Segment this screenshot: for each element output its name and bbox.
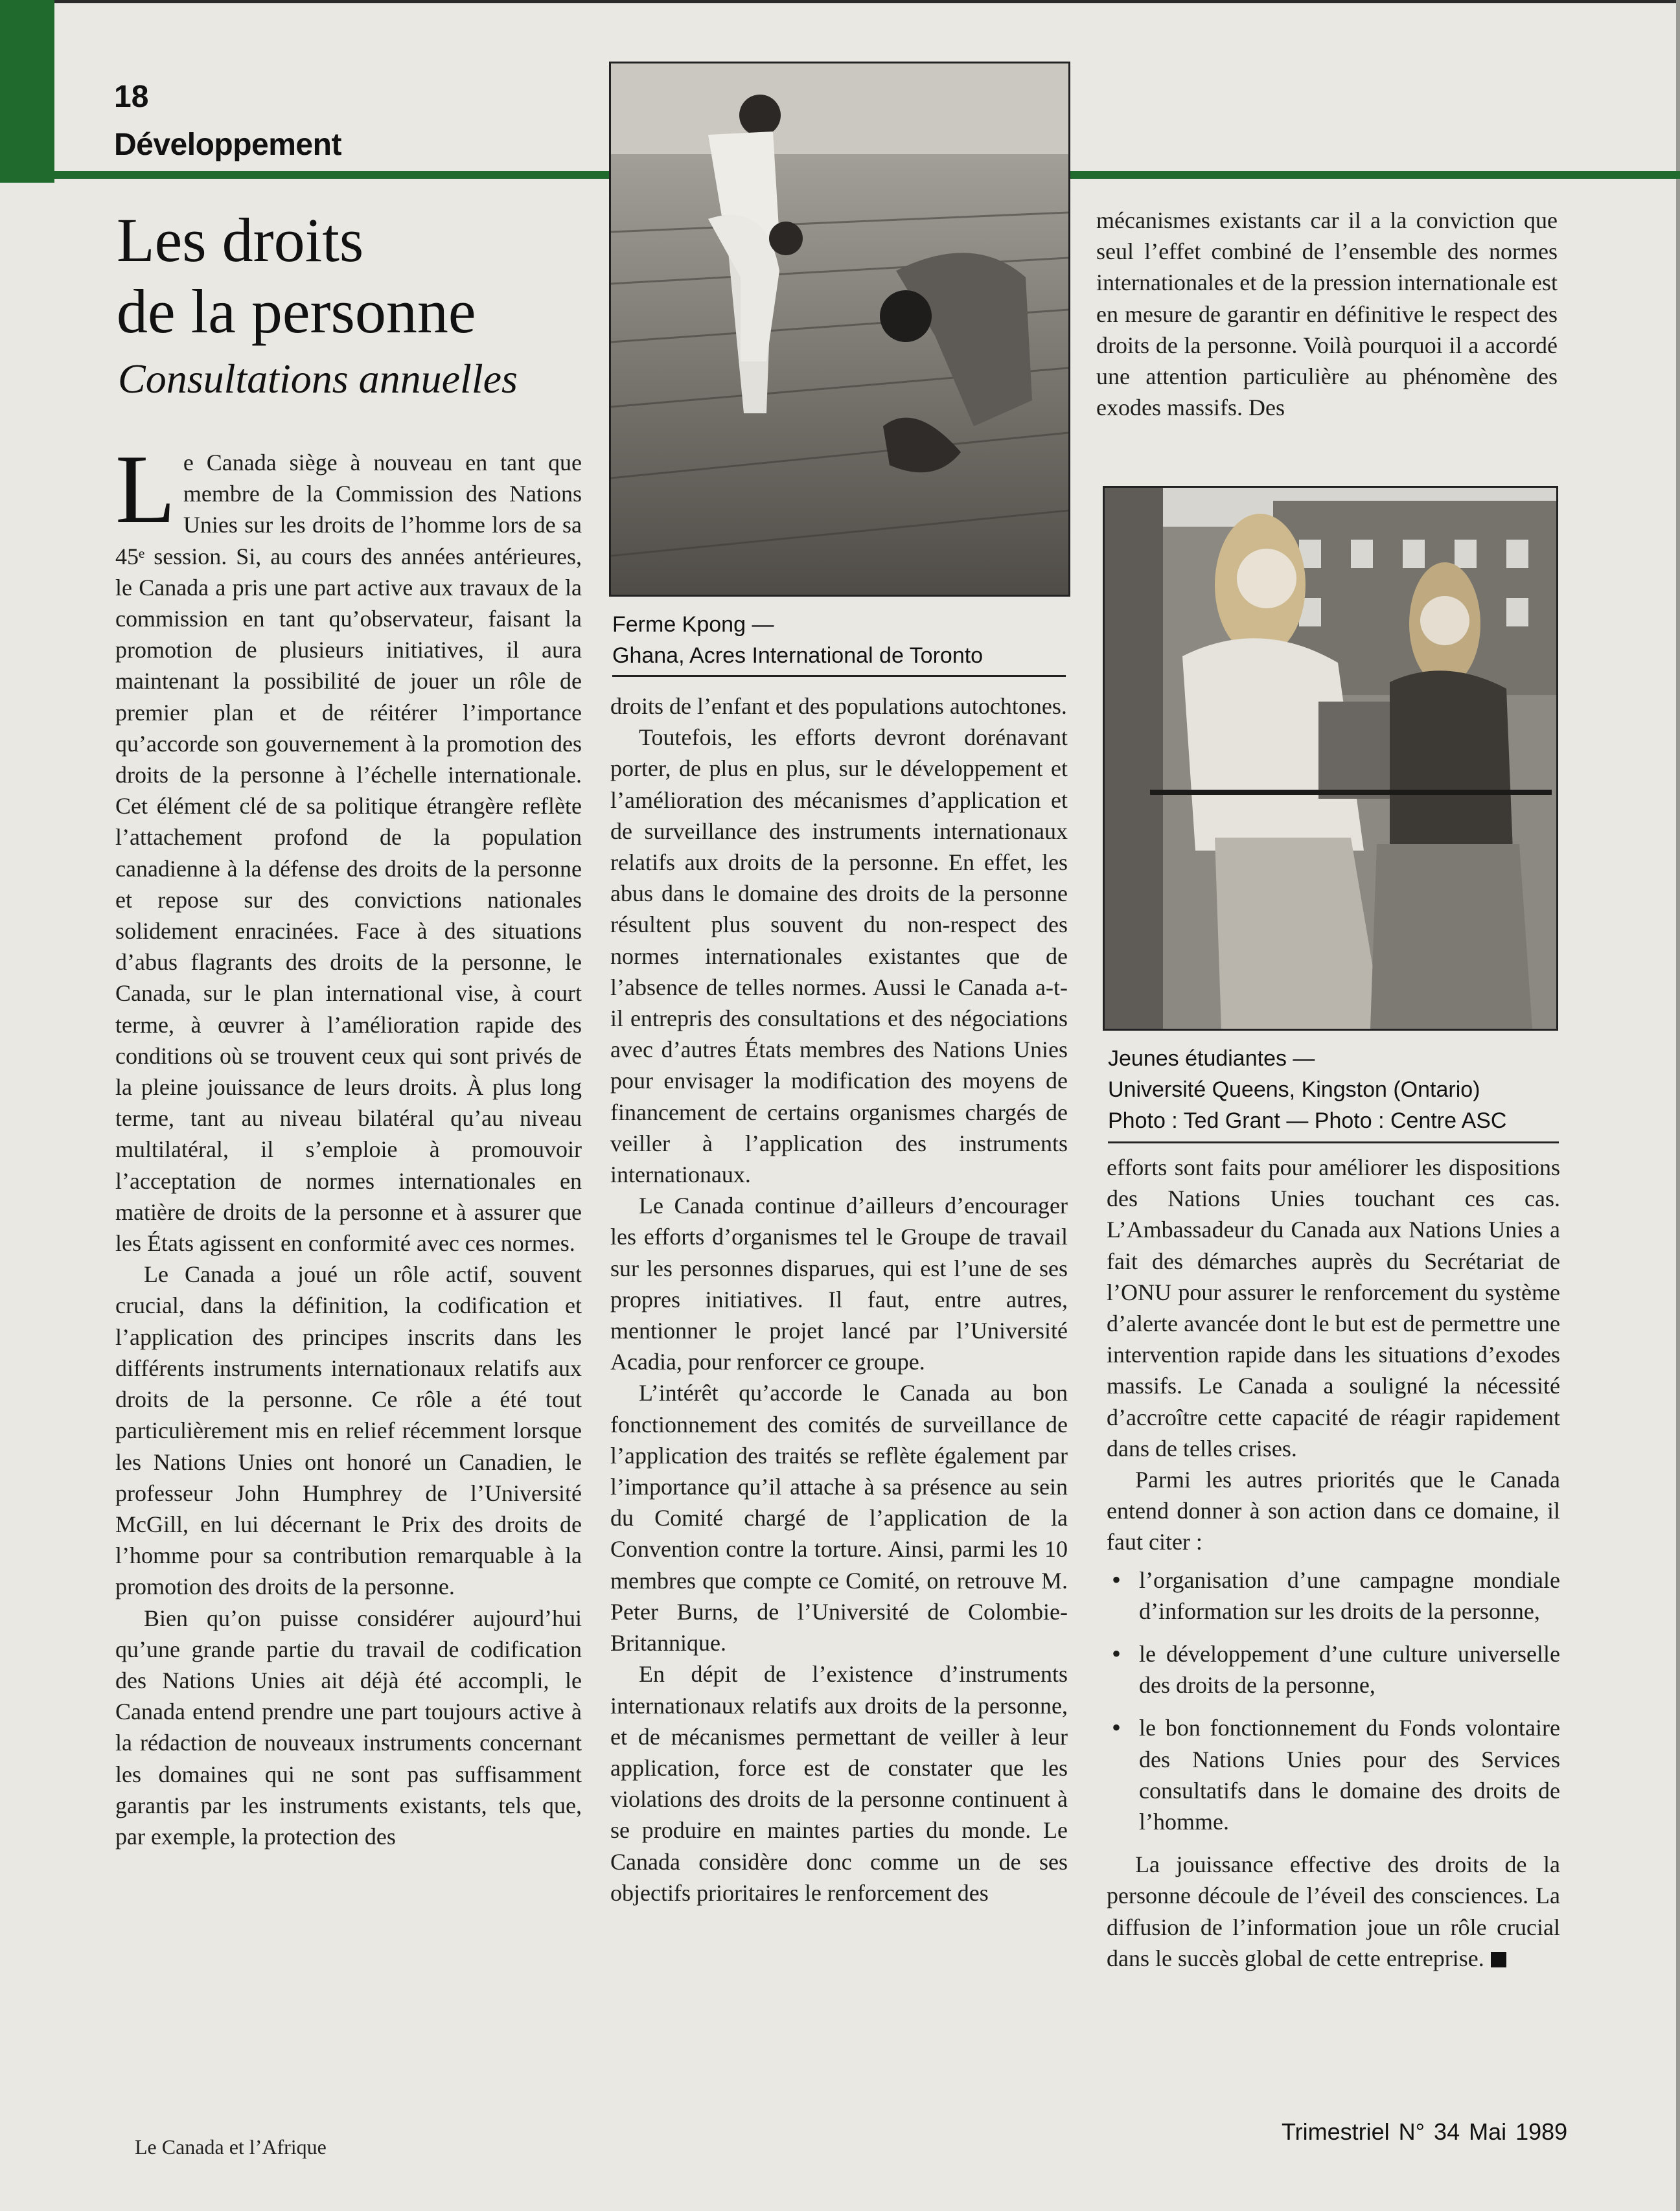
photo-credit: Photo : Ted Grant — Photo : Centre ASC bbox=[1108, 1108, 1507, 1133]
page-top-edge bbox=[0, 0, 1680, 3]
paragraph: L’intérêt qu’accorde le Canada au bon fonctionnement des comités de surveillance de l’application des traités se reflète également par l’importance qu’il attache à sa présence au sein du Comité chargé de l’application de la Convention contre la torture. Ainsi, parmi les 10 membres que compte ce Comité, on retrouve M. Peter Burns, de l’Université de Colombie-Britannique. bbox=[610, 1380, 1068, 1656]
paragraph-text: La jouissance effective des droits de la personne découle de l’éveil des consciences. La diffusion de l’information joue un rôle crucial dans le succès global de cette entreprise. bbox=[1107, 1851, 1560, 1971]
title-line-1: Les droits bbox=[117, 205, 364, 275]
students-photo bbox=[1103, 486, 1558, 1031]
paragraph bbox=[1107, 1849, 1560, 1974]
article-title bbox=[117, 205, 476, 347]
farm-photo-illustration bbox=[611, 63, 1068, 595]
section-label: Développement bbox=[114, 128, 341, 162]
article-column-3-bottom bbox=[1107, 1152, 1560, 1974]
page-number: 18 bbox=[114, 80, 149, 114]
list-item: • le bon fonctionnement du Fonds volontaire des Nations Unies pour des Services consultatifs dans le domaine des droits de l’homme. bbox=[1107, 1712, 1560, 1837]
paragraph bbox=[115, 435, 582, 1259]
article-column-3-top bbox=[1096, 205, 1558, 423]
paragraph: Toutefois, les efforts devront dorénavant porter, de plus en plus, sur le développement et l’amélioration des mécanismes d’application et de surveillance des instruments internationaux relatifs aux droits de la personne. En effet, les abus dans le domaine des droits de la personne résultent plus souvent du non-respect des normes internationales existantes que de l’absence de telles normes. Aussi le Canada a-t-il entrepris des consultations et des négociations avec d’autres États membres des Nations Unies pour envisager la modification des moyens de financement de certains organismes chargés de veiller à l’application des instruments internationaux. bbox=[610, 724, 1068, 1188]
drop-cap: L bbox=[115, 435, 176, 544]
issue-info: Trimestriel N° 34 Mai 1989 bbox=[1282, 2118, 1568, 2145]
article-subtitle: Consultations annuelles bbox=[118, 356, 518, 402]
list-item: • le développement d’une culture universelle des droits de la personne, bbox=[1107, 1638, 1560, 1701]
article-column-2 bbox=[610, 691, 1068, 1908]
paragraph: Bien qu’on puisse considérer aujourd’hui qu’une grande partie du travail de codification des Nations Unies ait déjà été accompli, le Canada entend prendre une part toujours active à la rédaction de nouveaux instruments concernant les domaines qui ne sont pas suffisamment garantis par les instruments existants, tels que, par exemple, la protection des bbox=[115, 1605, 582, 1850]
caption-line: Université Queens, Kingston (Ontario) bbox=[1108, 1077, 1480, 1102]
paragraph: droits de l’enfant et des populations autochtones. bbox=[610, 693, 1067, 719]
end-mark-icon bbox=[1491, 1952, 1506, 1967]
students-photo-illustration bbox=[1105, 488, 1556, 1029]
title-line-2: de la personne bbox=[117, 277, 476, 346]
paragraph-text: e Canada siège à nouveau en tant que membre de la Commission des Nations Unies sur les droits de l’homme lors de sa 45ᵉ session. Si, au cours des années antérieures, le Canada a pris une part active aux travaux de la commission en tant qu’observateur, faisant la promotion de plusieurs initiatives, il aura maintenant la possibilité de jouer un rôle de premier plan et de réitérer l’importance qu’accorde son gouvernement à la promotion des droits de la personne à l’échelle internationale. Cet élément clé de sa politique étrangère reflète l’attachement profond de la population canadienne à la défense des droits de la personne et repose sur des convictions nationales solidement enracinées. Face à des situations d’abus flagrants des droits de la personne, le Canada, sur le plan international vise, à court terme, à œuvrer à l’amélioration rapide des conditions où se trouvent ceux qui sont privés de la pleine jouissance de leurs droits. À plus long terme, tant au niveau bilatéral qu’au niveau multilatéral, il s’emploie à promouvoir l’acceptation de normes internationales en matière de droits de la personne et à assurer que les États agissent en conformité avec ces normes. bbox=[115, 450, 582, 1257]
list-item: • l’organisation d’une campagne mondiale d’information sur les droits de la personne, bbox=[1107, 1564, 1560, 1627]
caption-line: Ghana, Acres International de Toronto bbox=[612, 643, 984, 668]
students-photo-caption bbox=[1108, 1043, 1559, 1143]
paragraph: Le Canada continue d’ailleurs d’encourager les efforts d’organismes tel le Groupe de travail sur les personnes disparues, qui est l’une de ses propres initiatives. Il faut, entre autres, mentionner le projet lancé par l’Université Acadia, pour renforcer ce groupe. bbox=[610, 1193, 1068, 1375]
page-right-edge bbox=[1676, 0, 1680, 2211]
caption-line: Jeunes étudiantes — bbox=[1108, 1046, 1315, 1071]
section-color-tab bbox=[0, 0, 54, 183]
farm-photo-caption bbox=[612, 609, 1066, 677]
paragraph: En dépit de l’existence d’instruments internationaux relatifs aux droits de la personne, et de mécanismes permettant de veiller à leur application, force est de constater que les violations des droits de la personne continuent à se produire en maintes parties du monde. Le Canada considère donc comme un de ses objectifs prioritaires le renforcement des bbox=[610, 1661, 1068, 1906]
paragraph: mécanismes existants car il a la conviction que seul l’effet combiné de l’ensemble des normes internationales et de la pression internationale est en mesure de garantir en définitive le respect des droits de la personne. Voilà pourquoi il a accordé une attention particulière au phénomène des exodes massifs. Des bbox=[1096, 207, 1558, 421]
caption-line: Ferme Kpong — bbox=[612, 612, 774, 637]
article-column-1 bbox=[115, 435, 582, 1852]
farm-photo bbox=[609, 62, 1070, 597]
publication-name: Le Canada et l’Afrique bbox=[135, 2135, 327, 2159]
priority-list bbox=[1107, 1564, 1560, 1838]
paragraph: Le Canada a joué un rôle actif, souvent crucial, dans la définition, la codification et l’application des principes inscrits dans les différents instruments internationaux relatifs aux droits de la personne. Ce rôle a été tout particulièrement mis en relief récemment lorsque les Nations Unies ont honoré un Canadien, le professeur John Humphrey de l’Université McGill, en lui décernant le Prix des droits de l’homme pour sa contribution remarquable à la promotion des droits de la personne. bbox=[115, 1261, 582, 1600]
paragraph: efforts sont faits pour améliorer les dispositions des Nations Unies touchant ces cas. L’Ambassadeur du Canada aux Nations Unies a fait des démarches auprès du Secrétariat de l’ONU pour assurer le renforcement du système d’alerte avancée dont le but est de permettre une intervention rapide dans les situations d’exodes massifs. Le Canada a souligné la nécessité d’accroître cette capacité de réagir rapidement dans de telles crises. bbox=[1107, 1154, 1560, 1461]
paragraph: Parmi les autres priorités que le Canada entend donner à son action dans ce domaine, il faut citer : bbox=[1107, 1467, 1560, 1555]
